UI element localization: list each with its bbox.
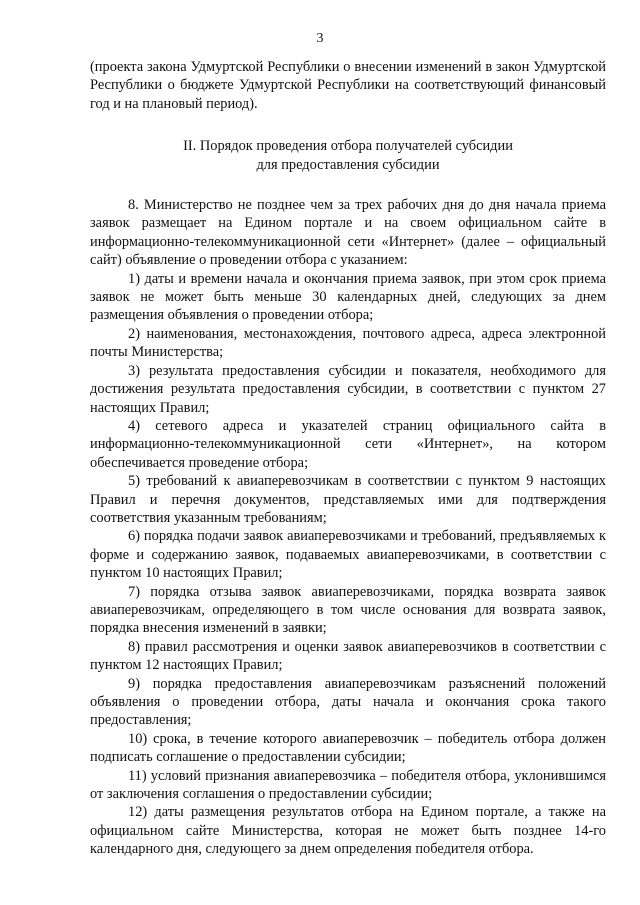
list-item: 12) даты размещения результатов отбора на Едином портале, а также на официальном сайте Министерства, которая не может быть позднее 14-го календарного дня, следующего за днем определения победителя отбора.	[90, 804, 606, 858]
list-item: 9) порядка предоставления авиаперевозчикам разъяснений положений объявления о проведении отбора, даты начала и окончания срока такого предоставления;	[90, 675, 606, 729]
list-item: 1) даты и времени начала и окончания приема заявок, при этом срок приема заявок не может быть меньше 30 календарных дней, следующих за днем размещения объявления о проведении отбора;	[90, 270, 606, 324]
section-heading-line2: для предоставления субсидии	[256, 156, 440, 173]
paragraph-8: 8. Министерство не позднее чем за трех рабочих дня до дня начала приема заявок размещает на Едином портале и на своем официальном сайте в информационно-телекоммуникационной сети «Интернет» (далее – официальный сайт) объявление о проведении отбора с указанием:	[90, 197, 606, 269]
list-item: 7) порядка отзыва заявок авиаперевозчиками, порядка возврата заявок авиаперевозчикам, определяющего в том числе основания для возврата заявок, порядка внесения изменений в заявки;	[90, 583, 606, 637]
section-heading	[90, 137, 606, 174]
list-item: 4) сетевого адреса и указателей страниц официального сайта в информационно-телекоммуникационной сети «Интернет», на котором обеспечивается проведение отбора;	[90, 417, 606, 471]
list-item: 11) условий признания авиаперевозчика – победителя отбора, уклонившимся от заключения соглашения о предоставлении субсидии;	[90, 767, 606, 803]
intro-paragraph: (проекта закона Удмуртской Республики о внесении изменений в закон Удмуртской Республики о бюджете Удмуртской Республики на соответствующий финансовый год и на плановый период).	[90, 59, 606, 112]
document-body	[90, 58, 606, 859]
list-item: 3) результата предоставления субсидии и показателя, необходимого для достижения результата предоставления субсидии, в соответствии с пунктом 27 настоящих Правил;	[90, 362, 606, 416]
section-heading-line1: II. Порядок проведения отбора получателей субсидии	[183, 138, 513, 155]
list-item: 10) срока, в течение которого авиаперевозчик – победитель отбора должен подписать соглашение о предоставлении субсидии;	[90, 730, 606, 766]
page-number: 3	[316, 31, 324, 46]
list-item: 2) наименования, местонахождения, почтового адреса, адреса электронной почты Министерства;	[90, 325, 606, 361]
list-item: 6) порядка подачи заявок авиаперевозчиками и требований, предъявляемых к форме и содержанию заявок, подаваемых авиаперевозчиками, в соответствии с пунктом 10 настоящих Правил;	[90, 528, 606, 582]
list-item: 8) правил рассмотрения и оценки заявок авиаперевозчиков в соответствии с пунктом 12 настоящих Правил;	[90, 638, 606, 674]
list-item: 5) требований к авиаперевозчикам в соответствии с пунктом 9 настоящих Правил и перечня документов, представляемых ими для подтверждения соответствия указанным требованиям;	[90, 473, 606, 526]
